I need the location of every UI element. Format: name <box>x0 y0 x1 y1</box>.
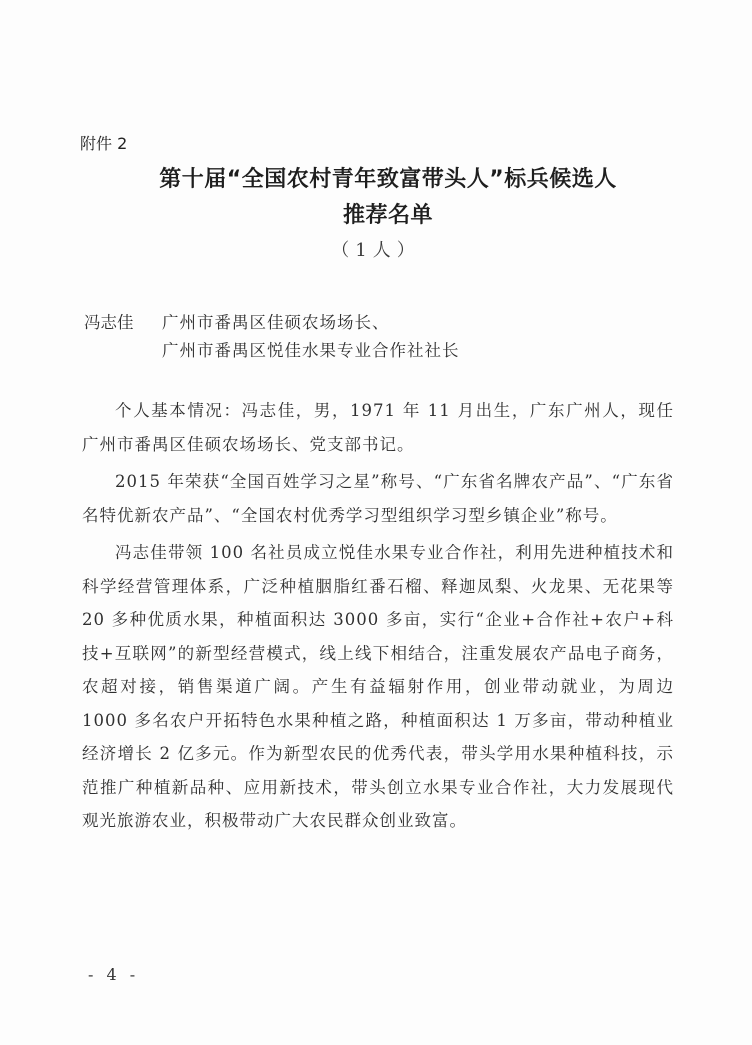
attachment-label: 附件 2 <box>80 134 128 153</box>
document-title-line2: 推荐名单 <box>342 203 433 228</box>
nominee-count: （1人） <box>331 240 421 261</box>
paragraph-achievements: 冯志佳带领 100 名社员成立悦佳水果专业合作社，利用先进种植技术和科学经营管理体系，广泛种植胭脂红番石榴、释迦凤梨、火龙果、无花果等 20 多种优质水果，种植面积达 3000 多亩，实行“企业+合作社+农户+科技+互联网”的新型经营模式，线上线下相结合，注重发展农产品电子商务，农超对接，销售渠道广阔。产生有益辐射作用，创业带动就业，为周边 1000 多名农户开拓特色水果种植之路，种植面积达 1 万多亩，带动种植业经济增长 2 亿多元。作为新型农民的优秀代表，带头学用水果种植科技，示范推广种植新品种、应用新技术，带头创立水果专业合作社，大力发展现代观光旅游农业，积极带动广大农民群众创业致富。 <box>82 543 674 830</box>
nominee-description <box>82 394 674 842</box>
nominee-name: 冯志佳 <box>84 313 134 332</box>
page-number: - 4 - <box>88 965 140 984</box>
paragraph-honors: 2015 年荣获“全国百姓学习之星”称号、“广东省名牌农产品”、“广东省名特优新农产品”、“全国农村优秀学习型组织学习型乡镇企业”称号。 <box>82 472 674 525</box>
nominee-role-line1: 广州市番禺区佳硕农场场长、 <box>162 313 390 332</box>
nominee-entry <box>84 309 460 365</box>
nominee-role-line2: 广州市番禺区悦佳水果专业合作社社长 <box>162 341 460 360</box>
paragraph-basic-info: 个人基本情况：冯志佳，男，1971 年 11 月出生，广东广州人，现任广州市番禺区佳硕农场场长、党支部书记。 <box>82 401 674 454</box>
document-title-line1: 第十届“全国农村青年致富带头人”标兵候选人 <box>159 167 617 192</box>
